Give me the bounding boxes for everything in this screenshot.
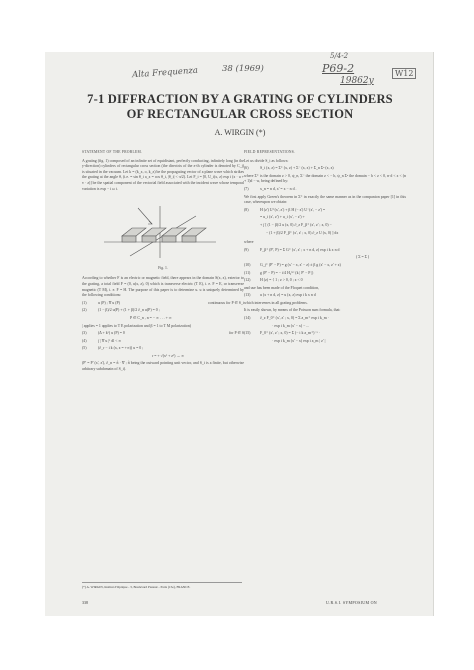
equation-5: (5) (∂_r − i k (x, z = +∞)) u = 0 ; bbox=[82, 346, 144, 351]
equation-11: (11) g (P' − P) = − i/4 H₀⁽¹⁾ (k | P' − P |) bbox=[244, 270, 314, 275]
paragraph-green: We first apply Green's theorem in Σ⁺ in exactly the same manner as in the companion paper [1] in this case, whereupon we obtain: bbox=[244, 194, 406, 205]
equation-8-line2: = u_i (x', z') + u_i (x', − z') + bbox=[260, 215, 305, 220]
handwritten-code-mid: P69-2 bbox=[322, 62, 355, 75]
equation-10: (10) G_j⁺ (P' − P) = g (x' − x, z' − z) ± β g (x' − x, z' + z) bbox=[244, 262, 341, 267]
figure-drawing bbox=[104, 206, 216, 258]
journal-footer: U.R.S.I. SYMPOSIUM ON bbox=[326, 600, 377, 605]
right-column bbox=[244, 150, 406, 346]
equation-15: (15) F_0⁺ (x', z' ; x, 0) = Σ (− i k a_m⁺)⁻¹ · bbox=[244, 331, 320, 336]
equation-14: (14) ∂_z F_0⁺ (x', z' ; x, 0) = Σ a_m⁺ exp i k_m · bbox=[244, 316, 330, 321]
equation-13: (13) u (x + n d, z) = u (x, z) exp i k x n d bbox=[244, 293, 316, 298]
paper-title-line2: OF RECTANGULAR CROSS SECTION bbox=[126, 107, 354, 121]
equation-8: (8) H (z') U⁺(x', z') + β H (− z') U⁻(x', − z') = bbox=[244, 207, 326, 212]
paper-title-line1: 7-1 DIFFRACTION BY A GRATING OF CYLINDERS bbox=[87, 92, 393, 106]
paragraph-floquet: and use has been made of the Floquet condition, bbox=[244, 285, 320, 290]
equation-8-line3: + ∫ [ (1 − β)/2 u (x, 0) ∂_z F_β⁺ (x', z' ; x, 0) − bbox=[260, 222, 332, 227]
figure-caption: Fig. 1. bbox=[158, 265, 168, 270]
handwritten-journal-ref: Alta Frequenza bbox=[131, 65, 199, 81]
paragraph-field: According to whether F is an electric or magnetic field, there appears in the domain S(x, z), exterior to the grating, a total field F = (0, u(x, z), 0) which is transverse electric (T E), i. e. F = E, or transverse magnetic (T M), i. e. F = H. The purpose of this paper is to determine u. u is uniquely determined by the following conditions: bbox=[82, 276, 244, 298]
paragraph-intro: Let us divide S_i as follows: bbox=[244, 158, 289, 163]
equation-1: (1) u (P) ; ∇ u (P) continuous for P ∈ S_i bbox=[82, 300, 244, 305]
left-column bbox=[82, 150, 244, 375]
section-heading-problem: STATEMENT OF THE PROBLEM. bbox=[82, 150, 143, 154]
equation-3: (3) (Δ + k²) u (P) = 0 for P ∈ S bbox=[82, 331, 244, 336]
paragraph-polarization: | applies = 1 applies to T E polarization and β = 1 to T M polarization) bbox=[82, 323, 192, 328]
equation-2-condition: P ∈ C_n , n = − ∞ . . . + ∞ bbox=[130, 315, 172, 320]
author-footnote: (*) A. WIRGIN, Institut d'Optique - 3, Boulevard Pasteur - Paris (15e), FRANCE. bbox=[82, 582, 242, 590]
equation-9: (9) F_β⁺ (P', P) = Σ G⁺ (x', z' ; x + n d, z) exp i k x n d bbox=[244, 247, 340, 252]
paragraph-poisson: It is easily shown, by means of the Poisson sum formula, that: bbox=[244, 308, 341, 313]
equation-15-continued: · exp i k_m (x' − x) exp i a_m | z' | bbox=[272, 338, 326, 343]
equation-6: (6) S_i (x, z) = Σ⁺ (x, z) + Σ⁻ (x, z) + Σ_n Σⁿ (x, z) bbox=[244, 166, 334, 171]
paragraph-domains: where Σ⁺ is the domain z > 0, ψ_n, Σ⁻ the domain z < − h, ψ_n Σⁿ the domain − h < z < 0, n·d < x < (n + 1)d − w, being defined by: bbox=[244, 173, 406, 184]
paragraph-where: where bbox=[244, 240, 254, 245]
equation-14-continued: · exp i k_m (x' − x) − ... bbox=[272, 323, 310, 328]
equation-5-continued: r = + √(x² + z²) → ∞ bbox=[152, 353, 185, 358]
page-number: 338 bbox=[82, 600, 88, 605]
equation-2: (2) (1 − β)/2 u(P) + (1 + β)/2 ∂_n u(P) = 0 ; bbox=[82, 308, 160, 313]
handwritten-code-corner: W12 bbox=[392, 68, 416, 79]
handwritten-volume-ref: 38 (1969) bbox=[222, 64, 264, 74]
paragraph-grating: A grating (fig. 1) composed of an infinite set of equidistant, perfectly conducting, infinitely long (in the y-direction) cylinders of rectangular cross section (the directrix of the z-th cylinder is denoted by C_j) is situated in the vacuum. Let k = (k_x, o, k_z) be the propagating vector of a plane wave which strikes the grating at the angle θ, (i.e. = sin θ_i a_x = cos θ_i, |θ_i| < π/2). Let F_i = [0, U_i(x, z) exp i (x · u + v · z)] be the spatial component of the vectorial field associated with the incident wave whose temporal variation is exp − i ω t. bbox=[82, 158, 244, 191]
paragraph-intervenes: which intervenes in all grating problems. bbox=[244, 300, 308, 305]
equation-12: (12) H (z) = { 1 ; z > 0, 0 ; z < 0 bbox=[244, 278, 303, 283]
handwritten-code-top: 5/4-2 bbox=[330, 52, 349, 60]
equation-8-line4: − (1 + β)/2 F_β⁺ (x', z' ; x, 0) ∂_z U (x, 0) ] dx bbox=[266, 230, 339, 235]
author: A. WIRGIN (*) bbox=[214, 128, 266, 137]
paper-title bbox=[70, 92, 410, 122]
section-heading-representations: FIELD REPRESENTATIONS. bbox=[244, 150, 296, 154]
paragraph-notation: (P' = P' (x', z'), ∂_n = n̂ · ∇ ; n̂ being the outward pointing unit vector, and S_i is a finite, but otherwise arbitrary subdomain of S_i). bbox=[82, 361, 244, 372]
grating-figure bbox=[100, 202, 220, 262]
equation-4: (4) ∫ | ∇ u |² dl < ∞ bbox=[82, 338, 122, 343]
equation-9-sum: ( Σ = Σ ) bbox=[356, 255, 370, 260]
equation-7: (7) x_n = n d, x' = x − n d . bbox=[244, 186, 297, 191]
handwritten-code-low: 19862y bbox=[340, 76, 374, 86]
